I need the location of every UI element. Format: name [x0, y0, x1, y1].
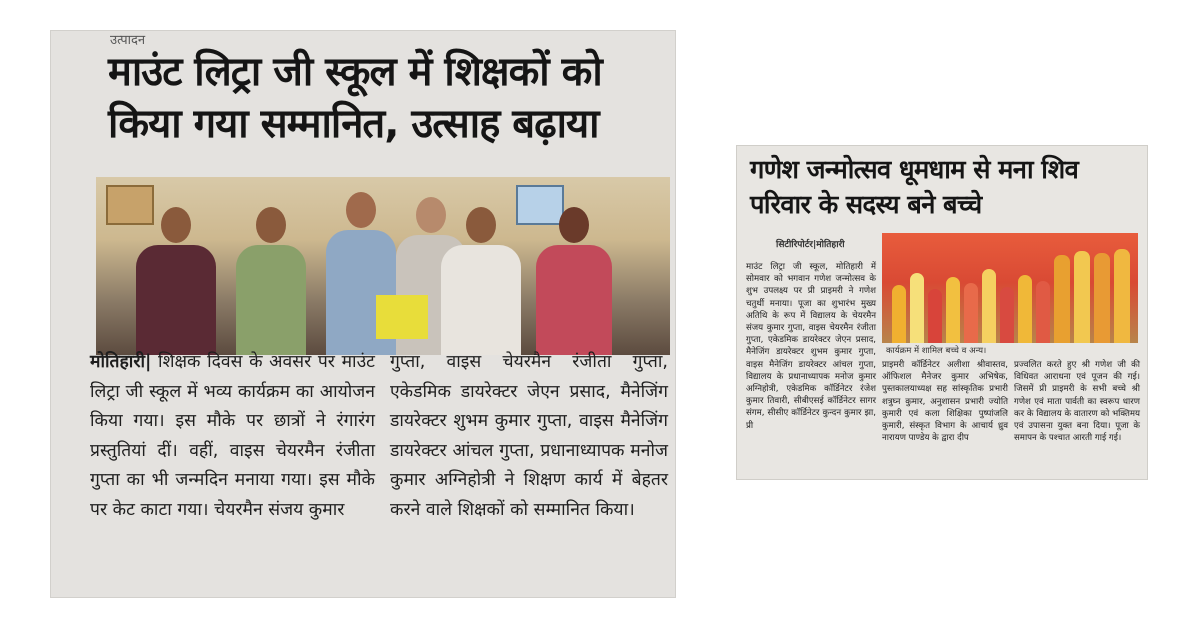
person-figure: [536, 207, 612, 355]
child-figure: [982, 269, 996, 343]
left-article-photo: [96, 177, 670, 355]
photo-caption: कार्यक्रम में शामिल बच्चे व अन्य।: [886, 346, 987, 356]
adult-figure: [1094, 253, 1110, 343]
right-column-1: माउंट लिट्रा जी स्कूल, मोतिहारी में सोमवार को भगवान गणेश जन्मोत्सव के शुभ उपलक्ष्य पर प्री प्राइमरी ने गणेश चतुर्थी मनाया। पूजा का शुभारंभ मुख्य अतिथि के रूप में विद्यालय के चेयरमैन संजय कुमार गुप्ता, वाइस चेयरमैन रंजीता गुप्ता, एकेडमिक डायरेक्टर जेएन प्रसाद, मैनेजिंग डायरेक्टर शुभम कुमार गुप्ता, वाइस मैनेजिंग डायरेक्टर आंचल गुप्ता, विद्यालय के प्रधानाध्यापक मनोज कुमार अग्निहोत्री, एकेडमिक कॉर्डिनेटर रंजेश कुमार तिवारी, सीबीएसई कॉर्डिनेटर सागर संगम, सीसीए कॉर्डिनेटर कुन्दन कुमार झा, प्री: [746, 262, 876, 431]
person-figure: [441, 207, 521, 355]
right-article-photo: [882, 233, 1138, 343]
child-figure: [1000, 287, 1014, 343]
child-figure: [946, 277, 960, 343]
left-headline: माउंट लिट्रा जी स्कूल में शिक्षकों को किया गया सम्मानित, उत्साह बढ़ाया: [108, 49, 602, 147]
child-figure: [928, 289, 942, 343]
person-figure: [136, 207, 216, 355]
top-strip-text: उत्पादन: [110, 33, 146, 48]
adult-figure: [1054, 255, 1070, 343]
child-figure: [892, 285, 906, 343]
child-figure: [1018, 275, 1032, 343]
adult-figure: [1114, 249, 1130, 343]
gift-package: [376, 295, 428, 339]
person-figure: [236, 207, 306, 355]
left-newspaper-clipping: [50, 30, 676, 598]
child-figure: [964, 283, 978, 343]
dateline: मोतिहारी|: [90, 352, 152, 372]
child-figure: [1036, 281, 1050, 343]
right-column-2: प्राइमरी कॉर्डिनेटर अलीशा श्रीवास्तव, ऑफिशल मैनेजर कुमार अभिषेक, पुस्तकालयाध्यक्ष सह सांस्कृतिक प्रभारी शत्रुघ्न कुमार, अनुशासन प्रभारी ज्योति कुमारी एवं कला शिक्षिका पुष्पांजलि कुमारी, संस्कृत विभाग के आचार्य ध्रुव नारायण पाण्डेय के द्वारा दीप: [882, 360, 1008, 444]
column-1-text: शिक्षक दिवस के अवसर पर माउंट लिट्रा जी स्कूल में भव्य कार्यक्रम का आयोजन किया गया। इस मौके पर छात्रों ने रंगारंग प्रस्तुतियां दीं। वहीं, वाइस चेयरमैन रंजीता गुप्ता का भी जन्मदिन मनाया गया। इस मौके पर केट काटा गया। चेयरमैन संजय कुमार: [90, 352, 375, 520]
right-column-3: प्रज्वलित करते हुए श्री गणेश जी की विधिवत आराधना एवं पूजन की गई। जिसमें प्री प्राइमरी के सभी बच्चे श्री गणेश एवं माता पार्वती का स्वरूप धारण कर के विद्यालय के वातारण को भक्तिमय एवं उपासना युक्त बना दिया। पूजा के समापन के पश्चात आरती गाई गई।: [1014, 360, 1140, 444]
byline: सिटीरिपोर्टर|मोतिहारी: [776, 240, 845, 250]
right-headline: गणेश जन्मोत्सव धूमधाम से मना शिव परिवार के सदस्य बने बच्चे: [750, 155, 1079, 220]
left-column-1: [90, 348, 375, 525]
child-figure: [910, 273, 924, 343]
left-column-2: गुप्ता, वाइस चेयरमैन रंजीता गुप्ता, एकेडमिक डायरेक्टर जेएन प्रसाद, मैनेजिंग डायरेक्टर शुभम कुमार गुप्ता, वाइस मैनेजिंग डायरेक्टर आंचल गुप्ता, प्रधानाध्यापक मनोज कुमार अग्निहोत्री ने शिक्षण कार्य में बेहतर करने वाले शिक्षकों को सम्मानित किया।: [390, 352, 668, 520]
adult-figure: [1074, 251, 1090, 343]
right-newspaper-clipping: [736, 145, 1148, 480]
